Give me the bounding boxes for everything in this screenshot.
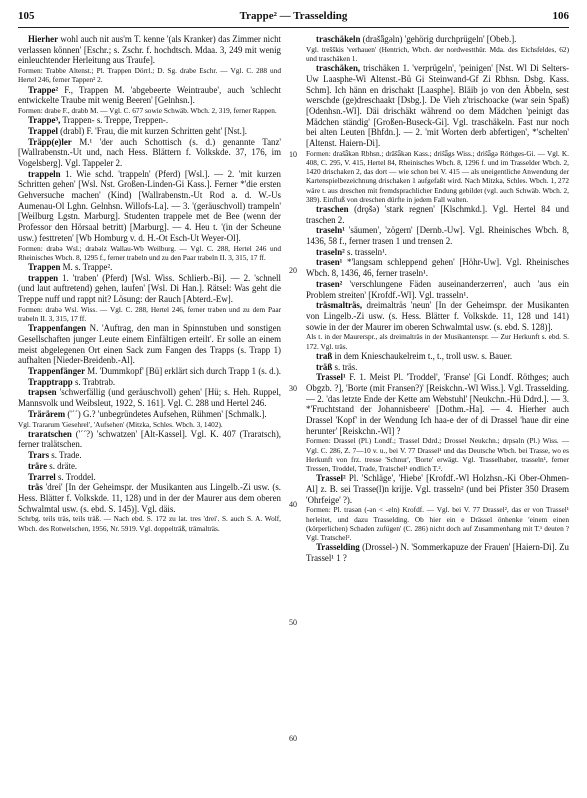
dictionary-entry: traschäken, trischäken 1. 'verprügeln', 'peinigen' [Nst. Wl Di Selters-Uw Laasphe-Wi Altenst.-Bü Gi Steinwand-Gf Zi Rbhsn. Dsbg. Kass. Schm]. Ich hänn en drischakt [Laasphe]. Bläib jo von den Äbbeln, sest werschde (ge)dreschaakt [Dsbg.]. De Vieh z'trischoacke (war sein Spaß) [Odenhsn.-Wl]. Däi drischäkt während oo dem Mädchen 'peinigt das Mädchen ständig' [Großen-Buseck-Gi]. Vgl. traschäkeln. Fast nur noch bei alten Leuten [Bhfdn.]. — 2. 'mit Worten derb abfertigen', *'schelten' [Altenst. Haiern-Di]. <box>306 63 569 149</box>
entry-headword: traseln² <box>316 246 345 257</box>
entry-headword: träsmalträs, <box>316 300 363 311</box>
dictionary-entry: Trappel (drabl) F. 'Frau, die mit kurzen Schritten geht' [Nst.]. <box>28 125 247 136</box>
header-title: Trappe² — Trasselding <box>239 10 348 22</box>
dictionary-entry: traschen (drǫšə) 'stark regnen' [Klschmkd.]. Vgl. Hertel 84 und traschen 2. <box>306 203 569 225</box>
entry-headword: Trassel¹ <box>316 372 346 383</box>
dictionary-entry: Trappenfänger M. 'Dummkopf' [Bü] erklärt sich durch Trapp 1 (s. d.). <box>28 366 281 376</box>
dictionary-entry: Trars s. Trade. <box>28 450 82 461</box>
dictionary-entry: träre s. dräte. <box>28 460 78 471</box>
entry-note: Formen: Trabbe Altenst.; Pl. Trappen Dörrl.; D. Sg. drabe Eschr. — Vgl. C. 288 und Hertel 246, ferner Tappen² 2. <box>18 66 281 85</box>
dictionary-entry: träs 'drei' [In der Geheimspr. der Musikanten aus Lingelb.-Zi usw. (s. Hess. Blätter f. Volkskde. 11, 128) und in der der Maurer aus dem oberen Schwalmtal usw. (s. ebd. S. 145)]. Vgl. däis. <box>18 482 281 514</box>
dictionary-entry: Trappen M. s. Trappe². <box>28 261 113 272</box>
entry-headword: traseln¹ <box>316 225 345 236</box>
entry-headword: Trappen <box>28 261 61 272</box>
line-number: 10 <box>289 150 297 159</box>
entry-note: Vgl. Trararum 'Gesehrel', 'Aufsehen' (Mitzka, Schles. Wbch. 3, 1402). <box>18 419 223 429</box>
entry-note: Formen: drašǟkən Rbhsn.; drāšǟkən Kass.; drišǟgs Wiss.; drišǟgə Röthges-Gi. — Vgl. K. 408, C. 295, V. 415, Hertel 84, Rheinisches Wbch. 8, 1296 f. und im Trasselder Wbch. 2, 1420 drischaken 2, das dort — wie schon bei V. 415 — als uneigentliche Anwendung der Kartenspielbezeichnung drischaken 1 aufgefaßt wird. Nach Mitzka, Schles. Wbch. 1, 272 wäre t. aus dreschen mit fremdsprachlicher Endung gebildet (vgl. auch Schwäb. Wbch. 2, 389). Einfluß von dreschen dürfte in jedem Fall walten. <box>306 148 569 204</box>
line-number: 30 <box>289 384 297 393</box>
entry-headword: Hierher <box>28 34 59 44</box>
entry-headword: Trappel <box>28 125 58 136</box>
dictionary-entry: trappen 1. 'traben' (Pferd) [Wsl. Wiss. Schlierb.-Bi]. — 2. 'schnell (und laut auftretend) gehen, laufen' [Wsl. Di Han.]. Rätsel: Was geht die Treppe nuff und rappt nit? Lösung: der Rauch [Abterd.-Ew]. <box>18 272 281 305</box>
dictionary-entry: Trassel¹ F. 1. Meist Pl. 'Troddel', 'Franse' [Gi Londf. Röthges; auch Obgzb. ?], 'Borte (mit Fransen?)' [Reiskchn.-Wl Wiss.]. Vgl. Trasselding. — 2. 'das letzte Ende der Kette am Webstuhl' [Neukchn.-Hü Ddrd.]. — 3. *'Fruchtstand der Johannisbeere' [Dothm.-Ha]. — 4. Hierher auch Drassel 'Kopf' in der Wendung Ich haa-e der of di Drassel 'haue dir eine herunter' [Reiskchn.-Wl] ? <box>306 372 569 436</box>
dictionary-entry: traschäkeln (drašǟgəln) 'gehörig durchprügeln' [Obeb.]. <box>316 34 517 44</box>
entry-headword: Trapptrapp <box>28 376 73 387</box>
dictionary-entry: Trasselding (Drossel-) N. 'Sommerkapuze der Frauen' [Haiern-Di]. Zu Trassel¹ 1 ? <box>306 542 569 563</box>
entry-note: Formen: drabe F., drabb M. — Vgl. C. 677 sowie Schwäb. Wbch. 2, 319, ferner Rappen. <box>18 105 277 115</box>
dictionary-entry: trasen¹ *'langsam schleppend gehen' [Höhr-Uw]. Vgl. Rheinisches Wbch. 8, 1436, 46, ferner traseln¹. <box>306 257 569 279</box>
dictionary-entry: Trarrel s. Troddel. <box>28 471 96 482</box>
dictionary-entry: trappeln 1. Wie schd. 'trappeln' (Pferd) [Wsl.]. — 2. 'mit kurzen Schritten gehen' [Wsl. Nst. Großen-Linden-Gi Kass.]. Ferner *'die ersten Gehversuche machen' (Kind) [Wallrabenstn.-Ut Rod a. d. W.-Us Aumenau-Ol Lghn. Gelnhsn. Willofs-La]. — 3. '(geräuschvoll) trampeln' [Weilburg Lgstn. Marburg]. Studenten trappele met de Bee (wenn der Professor den Hörsaal betritt) [Marburg]. — 4. Heu t. '(in der Scheune usw.) festtreten' [Wb Homburg v. d. H.-Ot Esch-Ut Weyer-Ol]. <box>18 168 281 243</box>
dictionary-entry: traratschen ('´´?) 'schwatzen' [Alt-Kassel]. Vgl. K. 407 (Traratsch), ferner tralätschen. <box>18 428 281 450</box>
entry-note: Formen: Drassel (Pl.) Londf.; Trassel Ddrd.; Drossel Neukchn.; drpsəln (Pl.) Wiss. — Vgl. C. 286, Z. 7—10 v. u., bei V. 77 Drassel¹ und das Deutsche Wbch. bei Trasse, wo es Herkunft von frz. tresse 'Schnur', 'Borte' erwägt. Vgl. Trasselhaber, trasseln¹, ferner Tressen, Troddel, Trade, Tratschel¹ endlich T.². <box>306 436 569 474</box>
entry-headword: traschäken, <box>316 63 361 74</box>
dictionary-entry: Hierher wohl auch nit aus'm T. kenne '(als Kranker) das Zimmer nicht verlassen können' [Eschr.; s. Zschr. f. hochdtsch. Mdaa. 3, 249 mit wenig einleuchtender Herleitung aus Traufe]. <box>18 34 281 66</box>
dictionary-entry: Trappe³, Trappen- s. Treppe, Treppen-. <box>28 115 169 126</box>
entry-headword: traß <box>316 350 333 361</box>
line-number: 40 <box>289 500 297 509</box>
entry-headword: traschen <box>316 203 349 214</box>
entry-headword: trappen <box>28 272 59 283</box>
entry-headword: Trärärem <box>28 408 66 419</box>
dictionary-entry: träsmalträs, dreimalträs 'neun' [In der Geheimspr. der Musikanten von Lingelb.-Zi usw. (s. Hess. Blätter f. Volkskde. 11, 128 und 141) sowie in der der Maurer im oberen Schwalmtal usw. (s. ebd. S. 128)]. <box>306 300 569 332</box>
entry-note: Formen: drabə Wsl.; drabəlz Wallau-Wb Weilburg. — Vgl. C. 288, Hertel 246 und Rheinisches Wbch. 8, 1295 f., ferner trabeln und zu den Paar trabeln II. 3, 315, 17 ff. <box>18 243 281 262</box>
line-number: 60 <box>289 734 297 743</box>
entry-headword: Träpp(e)ler <box>28 136 72 147</box>
entry-note: Vgl. trešškis 'verhauen' (Hentrich, Wbch. der nordwestthür. Mda. des Eichsfeldes, 62) und traschäken 1. <box>306 44 569 63</box>
dictionary-entry: Träpp(e)ler M.¹ 'der auch Schottisch (s. d.) genannte Tanz' [Wallrabenstn.-Ut und, nach Hess. Blättern f. Volkskde. 37, 176, im Vogelsberg]. Vgl. Tappeler 2. <box>18 136 281 168</box>
line-number: 20 <box>289 266 297 275</box>
entry-headword: Trappe³, <box>28 115 61 126</box>
page-number-left: 105 <box>18 10 35 22</box>
entry-headword: Trappenfangen <box>28 323 87 334</box>
line-number: 50 <box>289 618 297 627</box>
entry-headword: trapsen <box>28 387 57 398</box>
dictionary-entry: Trappe² F., Trappen M. 'abgebeerte Weintraube', auch 'schlecht entwickelte Traube mit wenig Beeren' [Gelnhsn.]. <box>18 84 281 106</box>
dictionary-entry: Trappenfangen N. 'Auftrag, den man in Spinnstuben und sonstigen Gesellschaften junger Leute einem Einfältigen erteilt'. Er solle an einem meist abgelegenen Ort einen Sack zum Fangen des Trapps (s. Trapp 1) aufhalten [Nieder-Breidenb.-Al]. <box>18 323 281 366</box>
entry-headword: traratschen <box>28 428 72 439</box>
dictionary-entry: Trassel² Pl. 'Schläge', 'Hiebe' [Krofdf.-Wl Holzhsn.-Ki Ober-Ohmen-Al] z. B. sei Trasse(l)n krijje. Vgl. trasseln² (und bei Pfister 350 Drasem 'Ohrfeige' ?). <box>306 473 569 505</box>
entry-headword: Trasselding <box>316 542 360 553</box>
entry-headword: traschäkeln <box>316 34 361 44</box>
entry-note: Formen: Pl. trasən (-ən < -eln) Krofdf. — Vgl. bei V. 77 Drassel², das er von Trassel¹ herleitet, und dazu Trasselding. Ob hier ein e Drässel önhenke 'einem einen (körperlichen) Schaden zufügen' (C. 286) nicht doch auf Zusammenhang mit T.¹ deuten ? Vgl. Tratschel². <box>306 505 569 542</box>
dictionary-entry: traseln² s. trasseln¹. <box>316 246 387 257</box>
entry-note: Als t. in der Maurerspr., als dreimalträs in der Musikantenspr. — Zur Herkunft s. ebd. S. 172. Vgl. träs. <box>306 332 569 351</box>
running-header <box>18 10 569 26</box>
entry-headword: Trarrel <box>28 471 56 482</box>
left-column <box>18 34 281 786</box>
dictionary-entry: trapsen 'schwerfällig (und geräuschvoll) gehen' [Hü; s. Heh. Ruppel, Mannsvolk und Weibsleut, 1922, S. 161]. Vgl. C. 288 und Hertel 246. <box>18 387 281 409</box>
dictionary-entry: träß s. träs. <box>316 361 358 372</box>
entry-headword: Trars <box>28 450 50 461</box>
entry-note: Formen: drabə Wsl. Wiss. — Vgl. C. 288, Hertel 246, ferner traben und zu dem Paar trabeln II. 3, 315, 17 ff. <box>18 304 281 323</box>
dictionary-entry: traß in dem Knieschaukelreim t., t., troll usw. s. Bauer. <box>316 350 513 361</box>
entry-note: Schrbg. teils träs, teils träß. — Nach ebd. S. 172 zu lat. tres 'drei'. S. auch S. A. Wolf, Wbch. des Rotwelschen, 1956, Nr. 5919. Vgl. doppelträß, trämalträs. <box>18 514 281 533</box>
dictionary-entry: trasen² 'verschlungene Fäden auseinanderzerren', auch 'aus ein Problem streiten' [Krofdf.-Wl]. Vgl. trasseln¹. <box>306 278 569 300</box>
dictionary-entry: traseln¹ 'säumen', 'zögern' [Dernb.-Uw]. Vgl. Rheinisches Wbch. 8, 1436, 58 f., ferner trasen 1 und trensen 2. <box>306 225 569 247</box>
entry-headword: träß <box>316 361 333 372</box>
entry-headword: Trappe² <box>28 84 59 95</box>
entry-headword: träs <box>28 482 43 493</box>
dictionary-entry: Trapptrapp s. Trabtrab. <box>28 376 116 387</box>
page-number-right: 106 <box>552 10 569 22</box>
entry-headword: trasen² <box>316 278 343 289</box>
entry-headword: träre <box>28 460 48 471</box>
header-rule <box>18 27 569 28</box>
right-column <box>306 34 569 786</box>
entry-headword: Trappenfänger <box>28 366 86 376</box>
entry-headword: trappeln <box>28 168 61 179</box>
dictionary-entry: Trärärem ('´´) G.? 'unbegründetes Aufsehen, Rühmen' [Schmalk.]. <box>28 408 267 419</box>
entry-headword: trasen¹ <box>316 257 343 268</box>
entry-headword: Trassel² <box>316 473 346 484</box>
